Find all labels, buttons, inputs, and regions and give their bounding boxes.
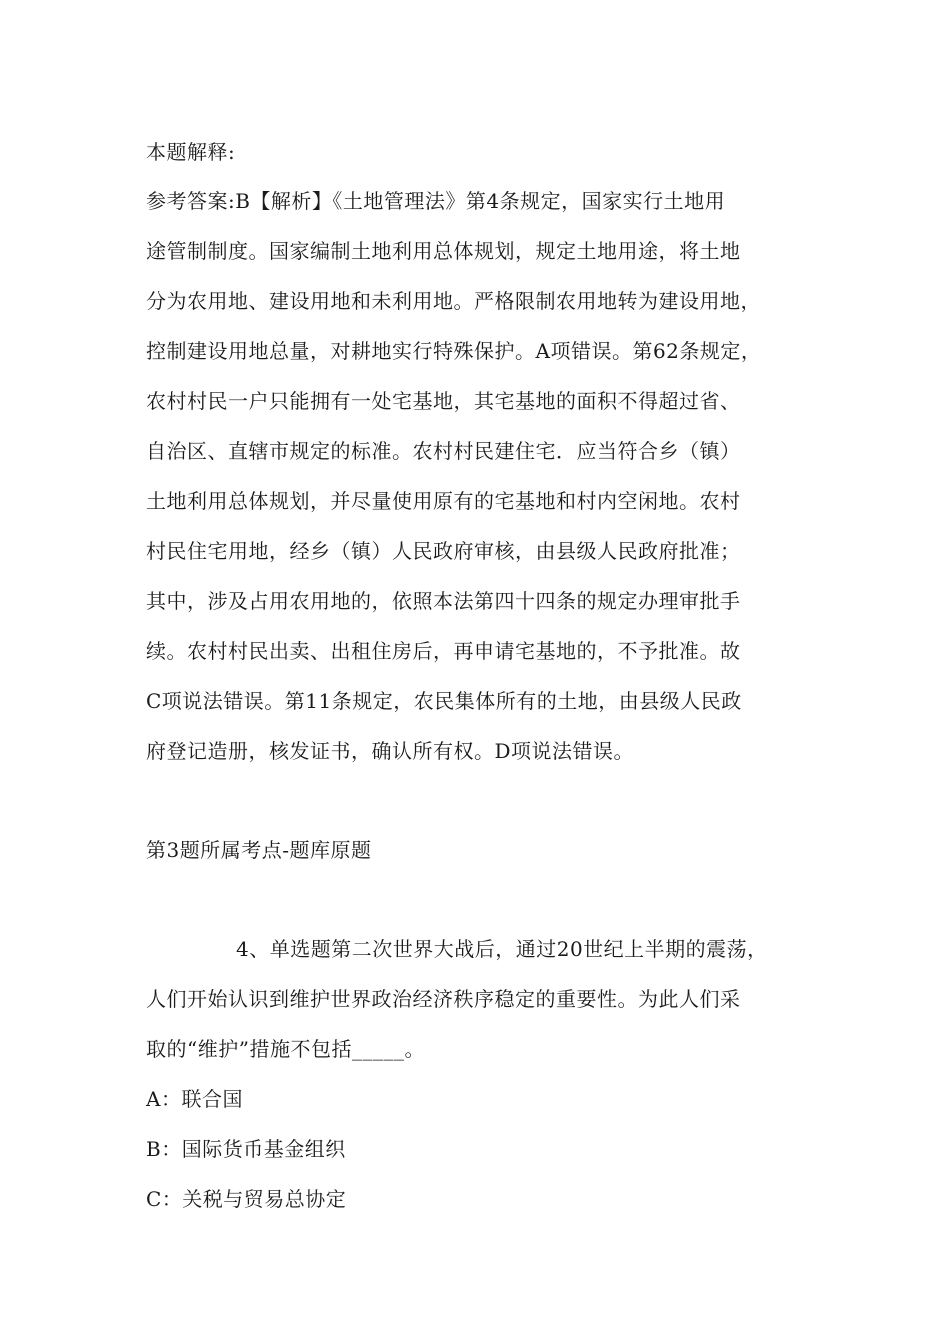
explanation-line: 土地利用总体规划，并尽量使用原有的宅基地和村内空闲地。农村: [146, 489, 741, 513]
explanation-line: 其中，涉及占用农用地的，依照本法第四十四条的规定办理审批手: [146, 589, 741, 613]
explanation-line: 参考答案:B【解析】《土地管理法》第4条规定，国家实行土地用: [146, 189, 726, 213]
explanation-line: 府登记造册，核发证书，确认所有权。D项说法错误。: [146, 739, 635, 763]
question-stem-line: 4、单选题第二次世界大战后，通过20世纪上半期的震荡，: [236, 937, 768, 961]
explanation-line: C项说法错误。第11条规定，农民集体所有的土地，由县级人民政: [146, 689, 742, 713]
option-a: A：联合国: [146, 1087, 243, 1111]
question-stem-line: 人们开始认识到维护世界政治经济秩序稳定的重要性。为此人们采: [146, 987, 741, 1011]
explanation-line: 自治区、直辖市规定的标准。农村村民建住宅．应当符合乡（镇）: [146, 439, 741, 463]
question-stem-line: 取的“维护”措施不包括_____。: [146, 1037, 425, 1061]
explanation-line: 村民住宅用地，经乡（镇）人民政府审核，由县级人民政府批准；: [146, 539, 741, 563]
explanation-heading: 本题解释:: [146, 140, 236, 164]
explanation-line: 续。农村村民出卖、出租住房后，再申请宅基地的，不予批准。故: [146, 639, 741, 663]
topic-note: 第3题所属考点-题库原题: [146, 838, 372, 862]
explanation-line: 农村村民一户只能拥有一处宅基地，其宅基地的面积不得超过省、: [146, 389, 741, 413]
explanation-line: 途管制制度。国家编制土地利用总体规划，规定土地用途，将土地: [146, 239, 741, 263]
explanation-line: 控制建设用地总量，对耕地实行特殊保护。A项错误。第62条规定，: [146, 339, 762, 363]
option-b: B：国际货币基金组织: [146, 1137, 346, 1161]
option-c: C：关税与贸易总协定: [146, 1187, 347, 1211]
explanation-line: 分为农用地、建设用地和未利用地。严格限制农用地转为建设用地，: [146, 289, 761, 313]
